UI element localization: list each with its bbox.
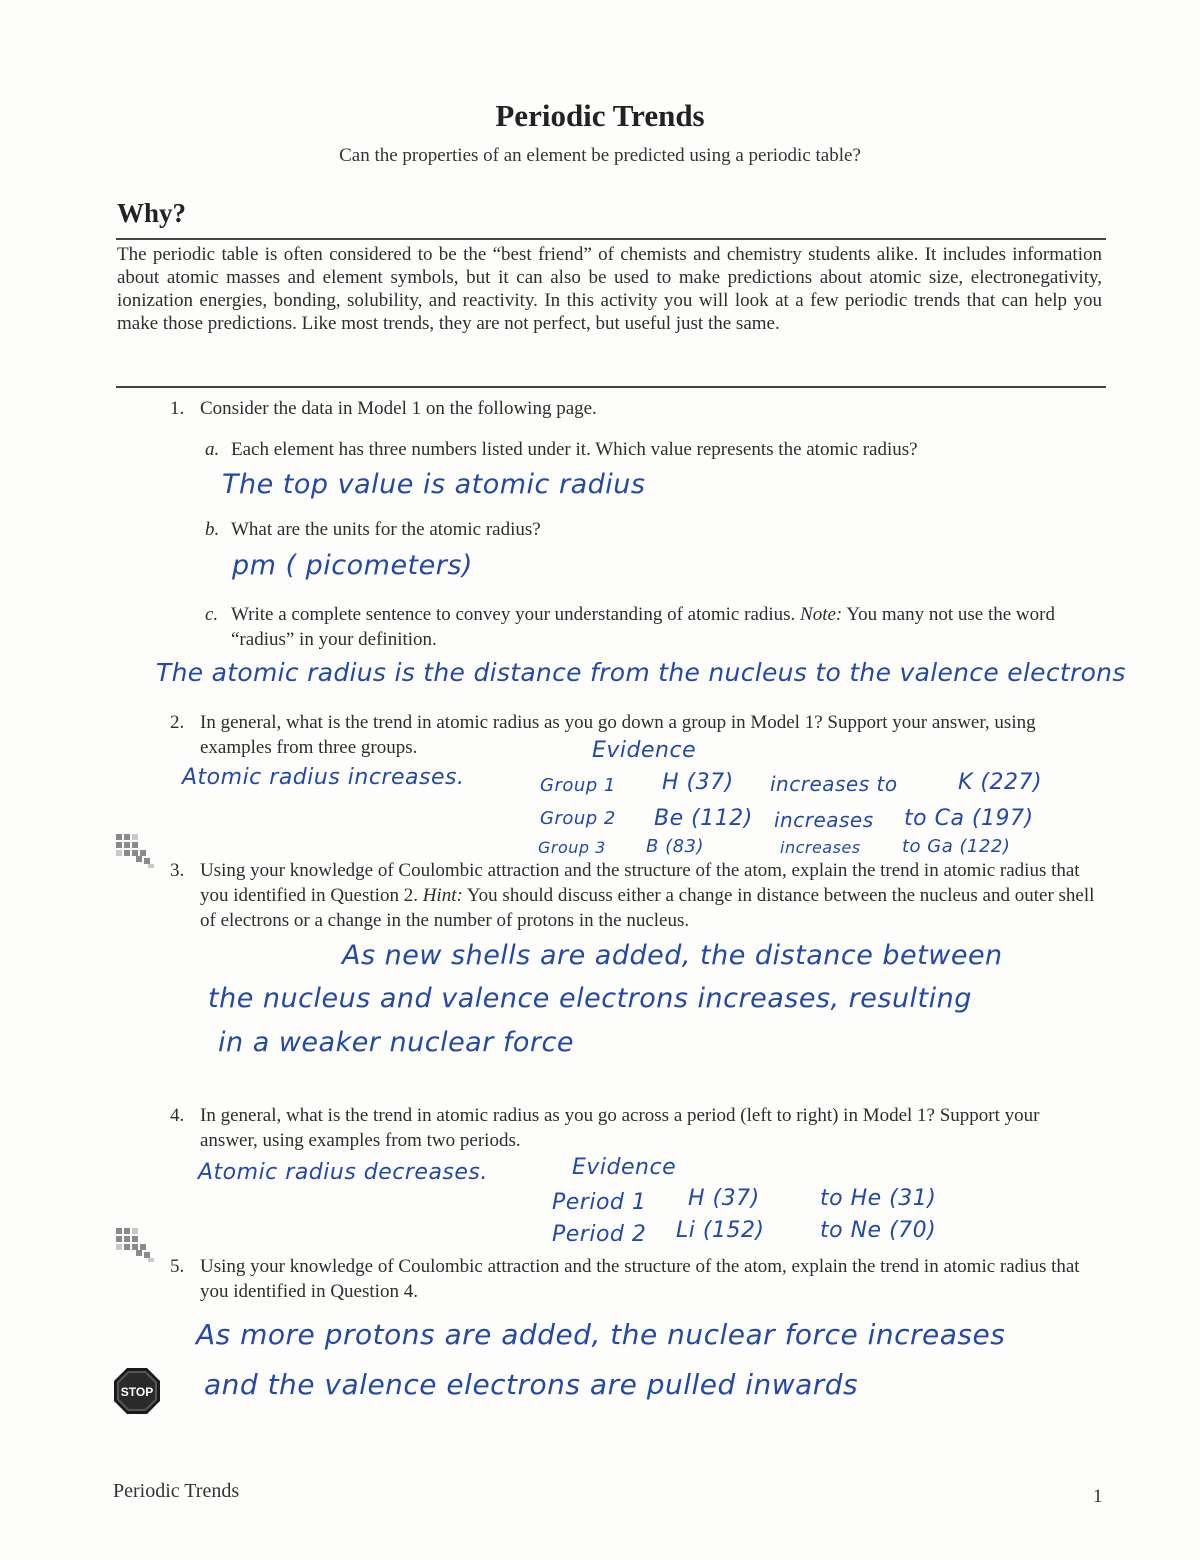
evidence-row-verb: increases to — [770, 772, 898, 796]
question-number: 4. — [170, 1105, 185, 1126]
divider-top — [116, 238, 1106, 240]
question-text: Using your knowledge of Coulombic attraction and the structure of the atom, explain the trend in atomic radius that you identified in Question 2. — [200, 860, 1080, 906]
evidence-row-to: to Ca (197) — [904, 806, 1034, 831]
evidence-row-to: K (227) — [958, 770, 1043, 795]
question-text: What are the units for the atomic radius? — [231, 519, 541, 540]
question-text-continued: You many not use the word “radius” in your definition. — [231, 604, 1055, 650]
question-letter: c. — [205, 604, 219, 625]
question-1 — [170, 396, 1100, 421]
handwritten-answer-1b: pm ( picometers) — [232, 550, 473, 581]
handwritten-evidence-label: Evidence — [592, 738, 697, 763]
stop-sign-icon — [112, 1366, 162, 1416]
handwritten-answer-1c: The atomic radius is the distance from the nucleus to the valence electrons — [156, 658, 1126, 687]
question-text: Using your knowledge of Coulombic attraction and the structure of the atom, explain the trend in atomic radius that you identified in Question 4. — [200, 1256, 1080, 1302]
question-5 — [170, 1254, 1100, 1304]
question-number: 3. — [170, 860, 185, 881]
question-letter: b. — [205, 519, 220, 540]
question-text: Consider the data in Model 1 on the following page. — [200, 398, 597, 419]
evidence-row-to: to He (31) — [820, 1186, 937, 1211]
question-1b — [205, 517, 1101, 542]
evidence-row-from: H (37) — [688, 1186, 760, 1211]
evidence-row-from: Be (112) — [654, 806, 753, 831]
question-3 — [170, 858, 1100, 933]
evidence-row-to: to Ne (70) — [820, 1218, 937, 1243]
handwritten-answer-3-line-1: As new shells are added, the distance between — [342, 940, 1003, 971]
divider-bottom — [116, 386, 1106, 388]
evidence-row-from: B (83) — [646, 836, 705, 857]
evidence-row-from: H (37) — [662, 770, 734, 795]
evidence-row-label: Group 3 — [538, 838, 606, 857]
handwritten-answer-2: Atomic radius increases. — [182, 765, 465, 790]
question-number: 2. — [170, 712, 185, 733]
handwritten-answer-5-line-2: and the valence electrons are pulled inwards — [204, 1368, 859, 1401]
evidence-row-verb: increases — [774, 808, 874, 832]
question-4 — [170, 1103, 1100, 1153]
handwritten-evidence-label: Evidence — [572, 1155, 677, 1180]
question-text: Each element has three numbers listed under it. Which value represents the atomic radius? — [231, 439, 918, 460]
footer-title: Periodic Trends — [113, 1480, 240, 1502]
evidence-row-label: Period 2 — [552, 1222, 647, 1247]
evidence-row-label: Group 2 — [540, 808, 616, 829]
note-label: Note: — [800, 604, 843, 625]
evidence-row-to: to Ga (122) — [902, 836, 1011, 857]
handwritten-answer-3-line-3: in a weaker nuclear force — [218, 1027, 574, 1058]
page-number: 1 — [1093, 1486, 1103, 1507]
evidence-row-label: Group 1 — [540, 775, 616, 796]
evidence-row-label: Period 1 — [552, 1190, 647, 1215]
question-number: 1. — [170, 398, 185, 419]
question-1c — [205, 602, 1091, 652]
handwritten-answer-1a: The top value is atomic radius — [222, 469, 646, 500]
stop-sign-label: STOP — [120, 1385, 154, 1399]
handwritten-answer-5-line-1: As more protons are added, the nuclear force increases — [196, 1318, 1006, 1351]
handwritten-answer-3-line-2: the nucleus and valence electrons increases, resulting — [208, 983, 972, 1014]
question-text: Write a complete sentence to convey your understanding of atomic radius. — [231, 604, 796, 625]
question-text: In general, what is the trend in atomic radius as you go across a period (left to right) in Model 1? Support your answer, using examples from two periods. — [200, 1105, 1040, 1151]
question-1a — [205, 437, 1101, 462]
key-icon — [112, 1224, 164, 1268]
question-text-continued: You should discuss either a change in distance between the nucleus and outer shell of electrons or a change in the number of protons in the nucleus. — [200, 885, 1095, 931]
evidence-row-from: Li (152) — [676, 1218, 765, 1243]
question-letter: a. — [205, 439, 220, 460]
page-subtitle: Can the properties of an element be predicted using a periodic table? — [339, 145, 861, 166]
key-icon — [112, 830, 164, 874]
handwritten-answer-4: Atomic radius decreases. — [198, 1160, 488, 1185]
question-text: In general, what is the trend in atomic radius as you go down a group in Model 1? Support your answer, using examples from three groups. — [200, 712, 1036, 758]
page-title: Periodic Trends — [495, 98, 705, 133]
hint-label: Hint: — [422, 885, 463, 906]
why-heading: Why? — [117, 198, 187, 228]
evidence-row-verb: increases — [780, 838, 861, 857]
question-number: 5. — [170, 1256, 185, 1277]
why-paragraph: The periodic table is often considered to be the “best friend” of chemists and chemistry students alike. It includes information about atomic masses and element symbols, but it can also be used to make predictions about atomic size, electronegativity, ionization energies, bonding, solubility, and reactivity. In this activity you will look at a few periodic trends that can help you make those predictions. Like most trends, they are not perfect, but useful just the same. — [117, 244, 1102, 334]
